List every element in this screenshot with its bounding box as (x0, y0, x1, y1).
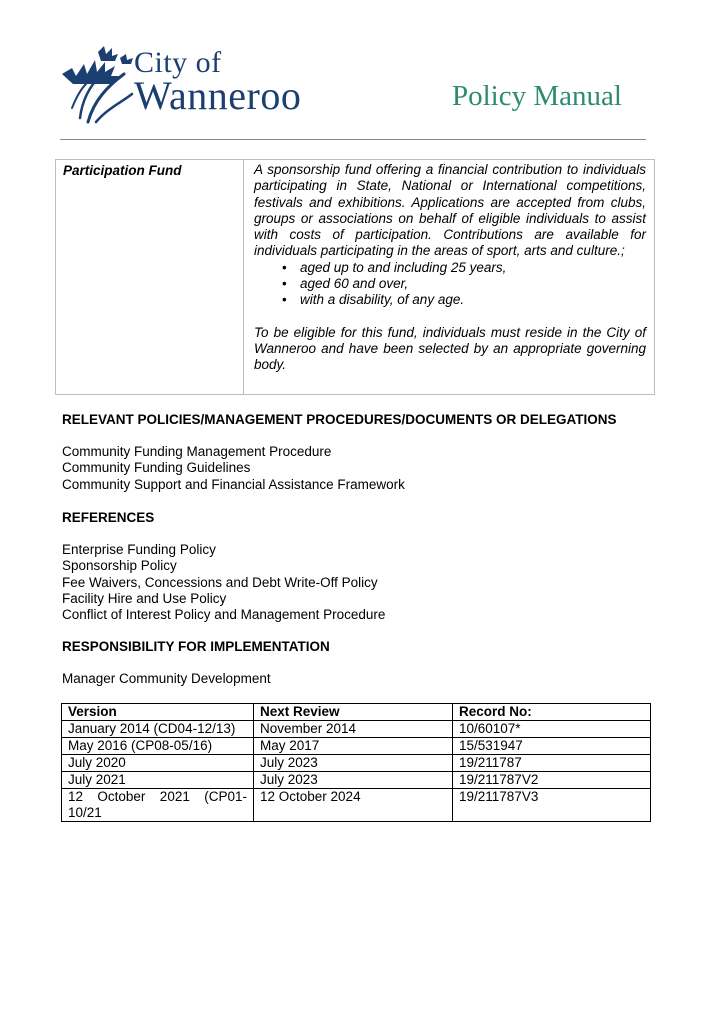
next-review-cell: May 2017 (254, 738, 453, 755)
column-header-version: Version (62, 704, 254, 721)
next-review-cell: July 2023 (254, 772, 453, 789)
fund-eligibility: To be eligible for this fund, individuals must reside in the City of Wanneroo and have been selected by an appropriate governing body. (254, 324, 646, 373)
responsibility-section (62, 639, 330, 687)
header-divider (60, 139, 646, 140)
fund-name-cell (56, 160, 244, 394)
relevant-section (62, 412, 617, 493)
next-review-cell: July 2023 (254, 755, 453, 772)
fund-table (55, 159, 655, 395)
page-header (0, 0, 705, 140)
next-review-cell: 12 October 2024 (254, 789, 453, 822)
record-no-cell: 19/211787V3 (453, 789, 651, 822)
section-heading: RELEVANT POLICIES/MANAGEMENT PROCEDURES/DOCUMENTS OR DELEGATIONS (62, 412, 617, 427)
record-no-cell: 10/60107* (453, 721, 651, 738)
fund-name: Participation Fund (63, 163, 182, 178)
version-cell (62, 789, 254, 822)
section-heading: REFERENCES (62, 510, 155, 525)
table-row (62, 755, 651, 772)
list-item: Enterprise Funding Policy (62, 542, 216, 558)
list-item: Fee Waivers, Concessions and Debt Write-Off Policy (62, 574, 378, 590)
list-item: Community Funding Management Procedure (62, 444, 332, 460)
list-item: Conflict of Interest Policy and Management Procedure (62, 607, 386, 623)
version-cell-line: 10/21 (68, 805, 102, 820)
list-item: • aged 60 and over, (300, 276, 646, 292)
page-title: Policy Manual (452, 80, 622, 112)
eligibility-bullet-list (254, 260, 646, 309)
version-cell: July 2020 (62, 755, 254, 772)
list-item: Community Funding Guidelines (62, 460, 251, 476)
list-item: Sponsorship Policy (62, 558, 177, 574)
table-row (62, 772, 651, 789)
table-header-row (62, 704, 651, 721)
fund-description-cell (254, 162, 646, 374)
logo-city-of-text: City of (134, 46, 222, 79)
column-header-record-no: Record No: (453, 704, 651, 721)
column-header-next-review: Next Review (254, 704, 453, 721)
fund-description: A sponsorship fund offering a financial contribution to individuals participating in State, National or International competitions, festivals and exhibitions. Applications are accepted from clubs, groups or associations on behalf of eligible individuals to assist with costs of participation. Contributions are available for individuals participating in the areas of sport, arts and culture.; (254, 162, 646, 259)
version-table (61, 703, 651, 822)
version-cell: May 2016 (CP08-05/16) (62, 738, 254, 755)
next-review-cell: November 2014 (254, 721, 453, 738)
responsibility-text: Manager Community Development (62, 671, 271, 687)
record-no-cell: 19/211787 (453, 755, 651, 772)
record-no-cell: 19/211787V2 (453, 772, 651, 789)
list-item: • with a disability, of any age. (300, 292, 646, 308)
section-heading: RESPONSIBILITY FOR IMPLEMENTATION (62, 639, 330, 654)
version-cell-line: 12 October 2021 (CP01- (68, 789, 247, 804)
table-row (62, 738, 651, 755)
record-no-cell: 15/531947 (453, 738, 651, 755)
list-item: Facility Hire and Use Policy (62, 590, 227, 606)
list-item: Community Support and Financial Assistance Framework (62, 476, 405, 492)
table-row (62, 789, 651, 822)
references-section (62, 510, 385, 623)
version-cell: January 2014 (CD04-12/13) (62, 721, 254, 738)
logo-wanneroo-text: Wanneroo (134, 73, 302, 118)
table-row (62, 721, 651, 738)
list-item: • aged up to and including 25 years, (300, 260, 646, 276)
version-cell: July 2021 (62, 772, 254, 789)
